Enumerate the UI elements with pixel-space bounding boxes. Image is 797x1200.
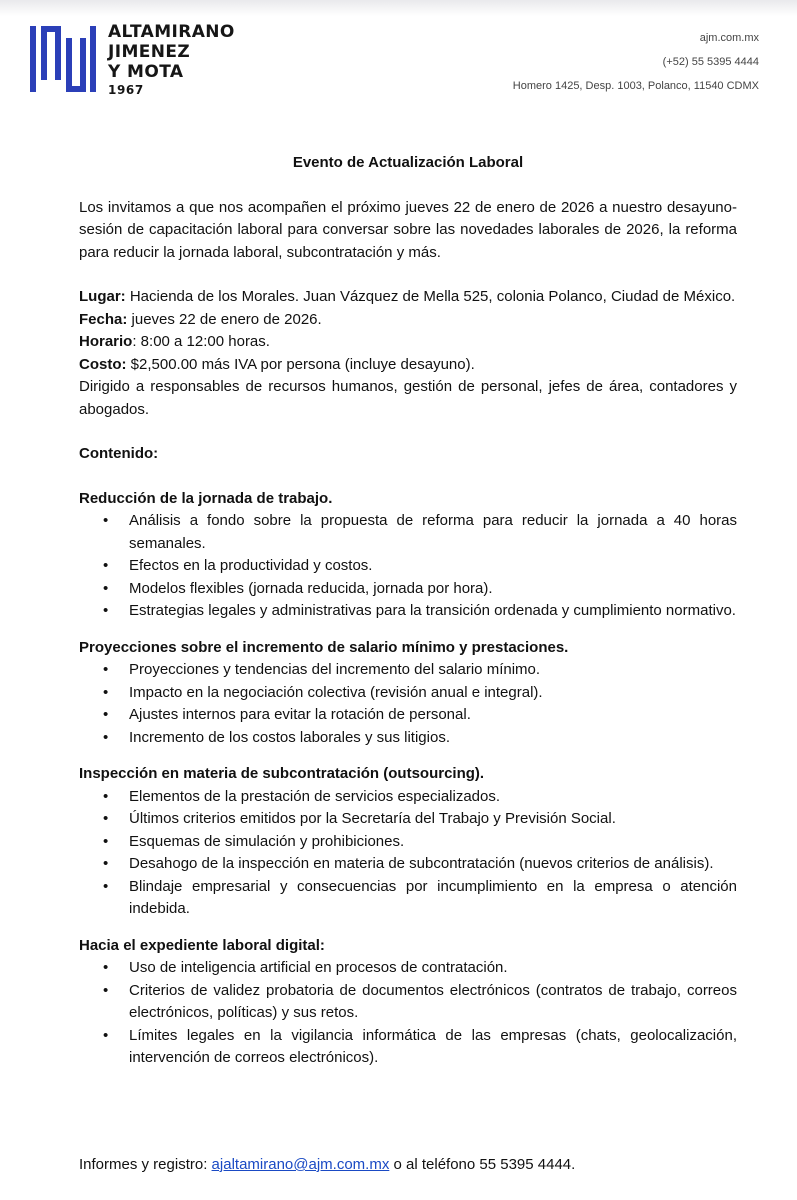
firm-logo-icon — [28, 24, 98, 94]
registration-footer — [79, 1154, 575, 1176]
section-list-digital — [79, 957, 737, 1070]
document-title: Evento de Actualización Laboral — [292, 154, 524, 171]
list-item: • Impacto en la negociación colectiva (revisión anual e integral). — [79, 682, 737, 705]
intro-paragraph: Los invitamos a que nos acompañen el próximo jueves 22 de enero de 2026 a nuestro desayuno-sesión de capacitación laboral para conversar sobre las novedades laborales de 2026, la reforma para reducir la jornada laboral, subcontratación y más. — [79, 198, 737, 261]
section-list-jornada — [79, 510, 737, 623]
registration-email-link[interactable]: ajaltamirano@ajm.com.mx — [211, 1156, 390, 1173]
list-item: • Blindaje empresarial y consecuencias por incumplimiento en la empresa o atención indebida. — [79, 876, 737, 921]
costo-label: Costo: — [79, 355, 127, 373]
contenido-heading: Contenido: — [79, 445, 159, 462]
list-item: • Ajustes internos para evitar la rotación de personal. — [79, 704, 737, 727]
detail-horario — [79, 331, 737, 354]
list-item: • Desahogo de la inspección en materia de subcontratación (nuevos criterios de análisis). — [79, 853, 737, 876]
document-body — [79, 152, 737, 1070]
header-contact — [513, 26, 759, 98]
detail-lugar — [79, 286, 737, 309]
firm-year: 1967 — [108, 83, 144, 97]
list-item: • Proyecciones y tendencias del incremento del salario mínimo. — [79, 659, 737, 682]
firm-name-line1: ALTAMIRANO — [108, 22, 235, 42]
detail-dirigido: Dirigido a responsables de recursos humanos, gestión de personal, jefes de área, contadores y abogados. — [79, 378, 737, 418]
footer-suffix: o al teléfono 55 5395 4444. — [389, 1156, 576, 1173]
footer-prefix: Informes y registro: — [79, 1156, 212, 1173]
horario-value: : 8:00 a 12:00 horas. — [132, 333, 270, 350]
header-address: Homero 1425, Desp. 1003, Polanco, 11540 CDMX — [512, 80, 759, 92]
list-item: • Efectos en la productividad y costos. — [79, 555, 737, 578]
lugar-label: Lugar: — [79, 288, 126, 305]
list-item: • Estrategias legales y administrativas para la transición ordenada y cumplimiento normativo. — [79, 600, 737, 623]
section-list-subcontratacion — [79, 786, 737, 921]
list-item: • Últimos criterios emitidos por la Secretaría del Trabajo y Previsión Social. — [79, 808, 737, 831]
costo-value: $2,500.00 más IVA por persona (incluye desayuno). — [126, 355, 475, 373]
section-heading-jornada: Reducción de la jornada de trabajo. — [79, 489, 333, 507]
lugar-value: Hacienda de los Morales. Juan Vázquez de Mella 525, colonia Polanco, Ciudad de México. — [125, 288, 736, 305]
section-heading-salario: Proyecciones sobre el incremento de salario mínimo y prestaciones. — [79, 638, 569, 656]
detail-costo — [79, 354, 737, 377]
section-heading-digital: Hacia el expediente laboral digital: — [79, 936, 325, 954]
list-item: • Límites legales en la vigilancia informática de las empresas (chats, geolocalización, intervención de correos electrónicos). — [79, 1025, 737, 1070]
list-item: • Análisis a fondo sobre la propuesta de reforma para reducir la jornada a 40 horas semanales. — [79, 510, 737, 555]
header-website: ajm.com.mx — [699, 32, 759, 44]
fecha-value: jueves 22 de enero de 2026. — [127, 310, 322, 328]
list-item: • Elementos de la prestación de servicios especializados. — [79, 786, 737, 809]
list-item: • Uso de inteligencia artificial en procesos de contratación. — [79, 957, 737, 980]
firm-name-line3: Y MOTA — [108, 62, 184, 82]
firm-logo-text — [108, 22, 235, 98]
horario-label: Horario — [79, 333, 133, 350]
list-item: • Criterios de validez probatoria de documentos electrónicos (contratos de trabajo, correos electrónicos, políticas) y sus retos. — [79, 980, 737, 1025]
detail-fecha — [79, 309, 737, 332]
list-item: • Esquemas de simulación y prohibiciones. — [79, 831, 737, 854]
list-item: • Modelos flexibles (jornada reducida, jornada por hora). — [79, 578, 737, 601]
list-item: • Incremento de los costos laborales y sus litigios. — [79, 727, 737, 750]
fecha-label: Fecha: — [79, 310, 128, 328]
section-list-salario — [79, 659, 737, 749]
page-top-shade — [0, 0, 797, 16]
firm-name-line2: JIMENEZ — [108, 42, 191, 62]
section-heading-subcontratacion: Inspección en materia de subcontratación (outsourcing). — [79, 765, 485, 782]
header-phone: (+52) 55 5395 4444 — [662, 56, 759, 68]
